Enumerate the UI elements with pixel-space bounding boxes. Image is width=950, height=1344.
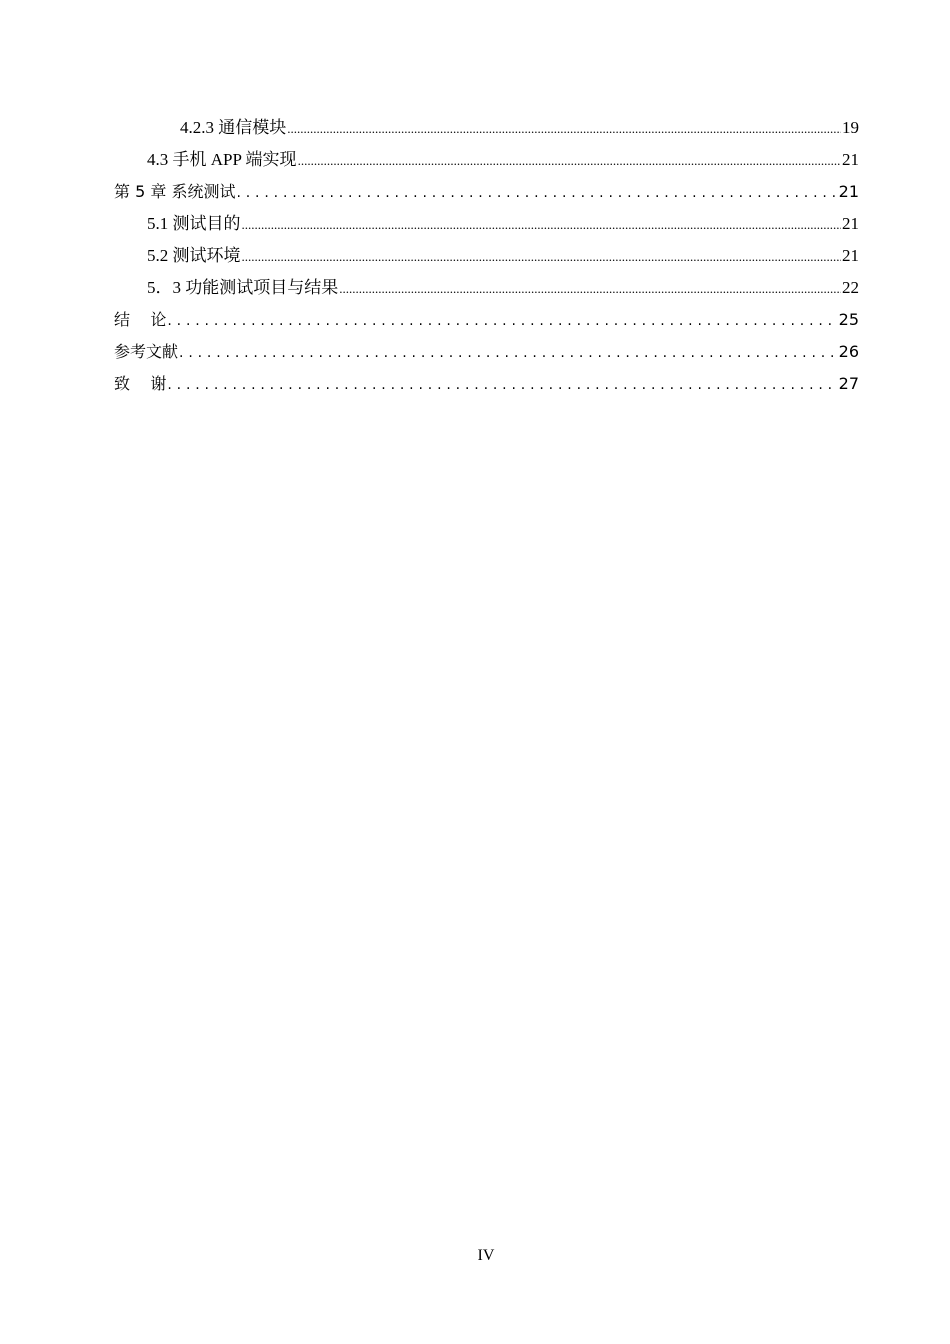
toc-entry-references[interactable] — [114, 336, 859, 368]
toc-dot-leader — [298, 144, 841, 177]
toc-dot-leader — [167, 368, 837, 401]
toc-entry-title: 4.2.3 通信模块 — [180, 118, 287, 137]
toc-entry-5-2[interactable] — [114, 240, 859, 272]
toc-dot-leader — [236, 176, 837, 209]
toc-entry-acknowledgements[interactable] — [114, 368, 859, 400]
toc-entry-title: 4.3 手机 APP 端实现 — [147, 150, 297, 169]
toc-entry-page: 25 — [838, 310, 859, 329]
toc-dot-leader — [287, 112, 841, 145]
toc-entry-page: 21 — [838, 182, 859, 201]
toc-entry-title: 第 5 章 系统测试 — [114, 182, 236, 201]
toc-dot-leader — [179, 336, 838, 369]
toc-entry-page: 26 — [838, 342, 859, 361]
toc-entry-page: 22 — [842, 278, 859, 297]
toc-entry-page: 21 — [842, 246, 859, 265]
page-footer — [0, 1244, 950, 1268]
table-of-contents — [114, 112, 859, 400]
toc-entry-5-1[interactable] — [114, 208, 859, 240]
toc-entry-conclusion[interactable] — [114, 304, 859, 336]
toc-dot-leader — [167, 304, 837, 337]
toc-entry-page: 21 — [842, 214, 859, 233]
toc-dot-leader — [242, 240, 842, 273]
toc-dot-leader — [242, 208, 842, 241]
toc-entry-chapter-5[interactable] — [114, 176, 859, 208]
toc-entry-page: 21 — [842, 150, 859, 169]
toc-entry-title: 5．3 功能测试项目与结果 — [147, 278, 339, 297]
toc-entry-4-3[interactable] — [114, 144, 859, 176]
toc-entry-title: 5.2 测试环境 — [147, 246, 241, 265]
toc-entry-title: 5.1 测试目的 — [147, 214, 241, 233]
toc-entry-title: 致 谢 — [114, 374, 167, 393]
toc-entry-5-3[interactable] — [114, 272, 859, 304]
toc-entry-title: 结 论 — [114, 310, 167, 329]
toc-entry-page: 27 — [838, 374, 859, 393]
page-number: IV — [477, 1247, 495, 1264]
toc-dot-leader — [339, 272, 841, 305]
toc-entry-title: 参考文献 — [114, 342, 179, 361]
toc-entry-page: 19 — [842, 118, 859, 137]
toc-entry-4-2-3[interactable] — [114, 112, 859, 144]
